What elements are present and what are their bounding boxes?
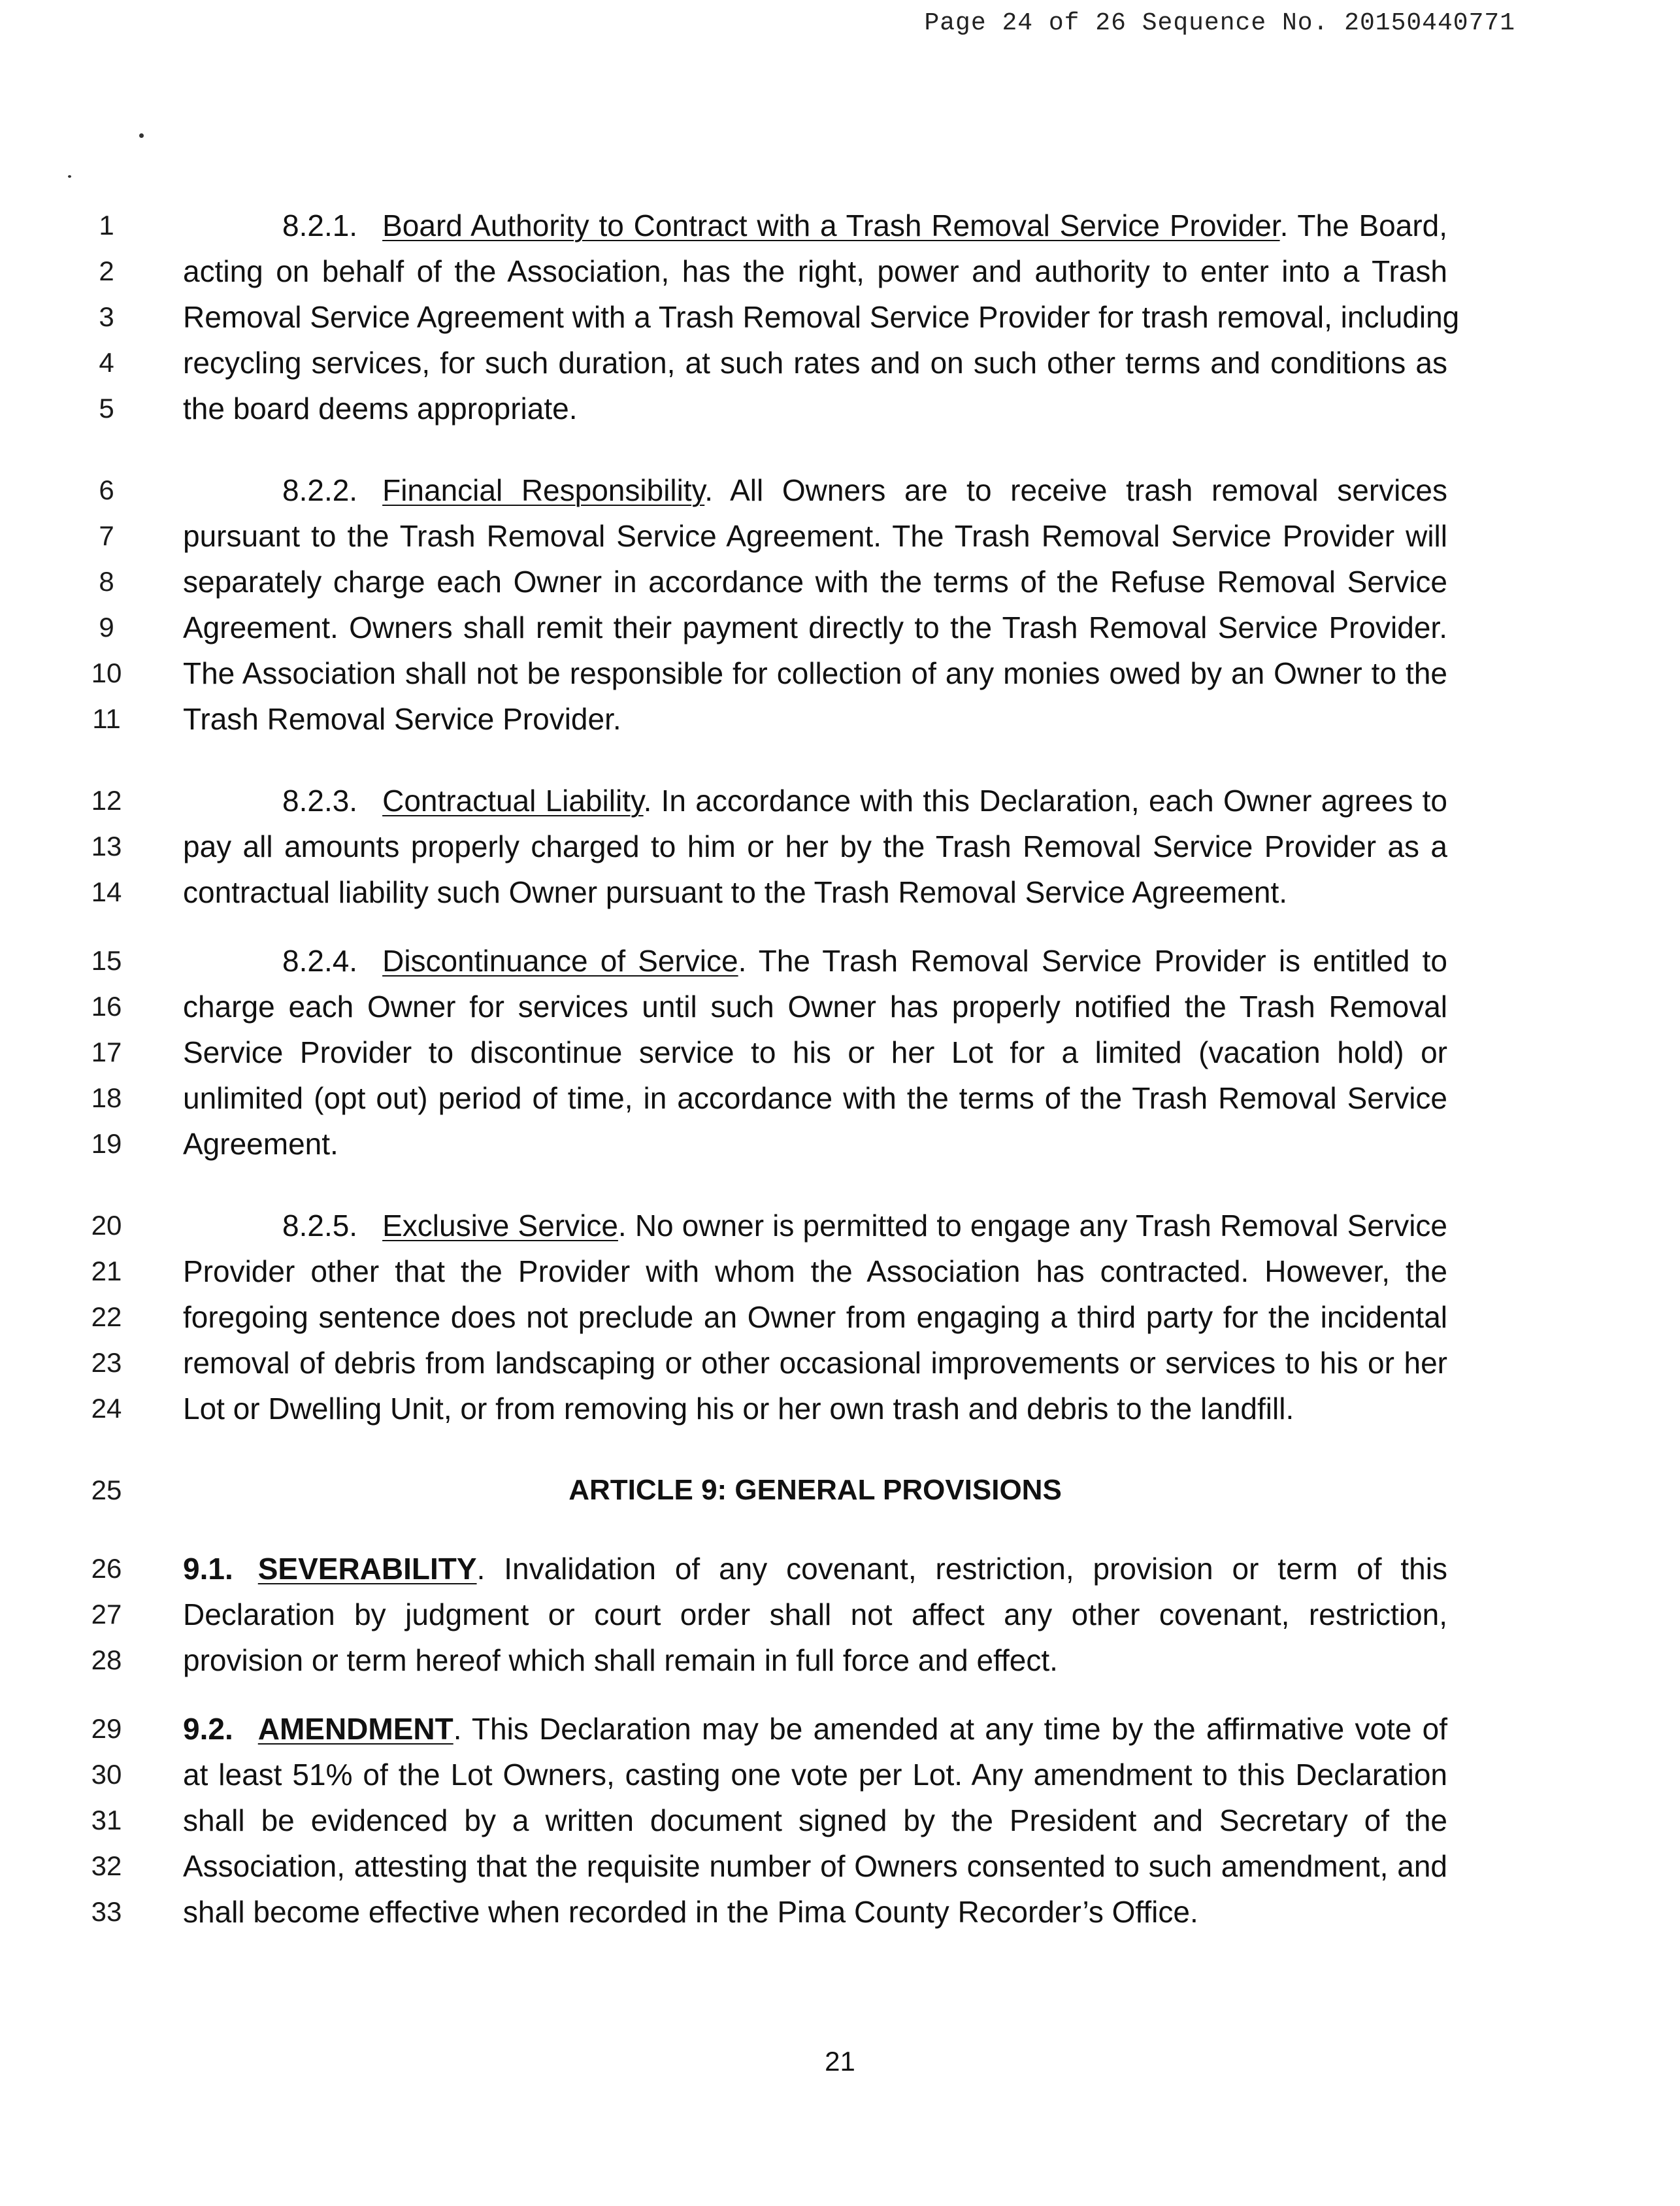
- line-number: 20: [91, 1210, 122, 1241]
- line-text: Provider other that the Provider with whom the Association has contracted. However, the: [183, 1254, 1447, 1288]
- line: [0, 1248, 1680, 1294]
- line-number: 19: [91, 1128, 122, 1159]
- scan-speck: [68, 175, 71, 178]
- page-header: Page 24 of 26 Sequence No. 20150440771: [924, 9, 1515, 37]
- line-text: 8.2.2. Financial Responsibility. All Owners are to receive trash removal services: [183, 467, 1447, 513]
- section-title: Board Authority to Contract with a Trash Removal Service Provider: [382, 209, 1280, 242]
- line: [0, 248, 1680, 294]
- line: [0, 1340, 1680, 1386]
- line-text: Trash Removal Service Provider.: [183, 702, 621, 736]
- line-number: 29: [91, 1713, 122, 1744]
- line-number: 15: [91, 945, 122, 976]
- paragraph-8-2-1: [0, 203, 1680, 431]
- line: [0, 605, 1680, 650]
- section-number: 9.2.: [183, 1712, 233, 1746]
- line-number: 8: [99, 566, 114, 597]
- line-text: separately charge each Owner in accordance with the terms of the Refuse Removal Service: [183, 565, 1447, 599]
- line-number: 12: [91, 785, 122, 816]
- line-number: 11: [92, 703, 121, 734]
- line: [0, 696, 1680, 742]
- section-title: SEVERABILITY: [257, 1552, 477, 1586]
- line: [0, 386, 1680, 431]
- line: [0, 340, 1680, 386]
- line: [0, 294, 1680, 340]
- line: [0, 1592, 1680, 1637]
- line-number: 6: [99, 475, 114, 505]
- article-title: ARTICLE 9: GENERAL PROVISIONS: [568, 1474, 1062, 1506]
- line-text: 8.2.5. Exclusive Service. No owner is permitted to engage any Trash Removal Service: [183, 1203, 1447, 1248]
- line-number: 16: [91, 991, 122, 1022]
- line: [0, 1121, 1680, 1167]
- section-number: 8.2.3.: [282, 784, 358, 818]
- line-number: 4: [99, 347, 114, 378]
- line: [0, 1203, 1680, 1248]
- line-text: Association, attesting that the requisite number of Owners consented to such amendment, and: [183, 1849, 1447, 1883]
- line-number: 1: [99, 210, 114, 241]
- line-number: 7: [99, 520, 114, 551]
- section-title: Financial Responsibility: [382, 473, 705, 507]
- section-number: 8.2.1.: [282, 209, 358, 242]
- line-number: 3: [99, 301, 114, 332]
- line-text: 8.2.3. Contractual Liability. In accordance with this Declaration, each Owner agrees to: [183, 778, 1447, 824]
- line-number: 26: [91, 1553, 122, 1584]
- line-number: 27: [91, 1599, 122, 1629]
- section-title: Contractual Liability: [382, 784, 644, 818]
- line-text: Declaration by judgment or court order shall not affect any other covenant, restriction,: [183, 1597, 1447, 1631]
- section-number: 8.2.4.: [282, 944, 358, 978]
- line: [0, 203, 1680, 248]
- paragraph-9-1: [0, 1546, 1680, 1683]
- line: [0, 984, 1680, 1029]
- section-title: Exclusive Service: [382, 1209, 618, 1243]
- line-number: 30: [91, 1759, 122, 1790]
- line-number: 10: [91, 658, 122, 688]
- scan-speck: [139, 133, 144, 138]
- line-text: The Association shall not be responsible for collection of any monies owed by an Owner to the: [183, 656, 1447, 690]
- line-number: 28: [91, 1645, 122, 1675]
- line: [0, 1797, 1680, 1843]
- line-text: Removal Service Agreement with a Trash Removal Service Provider for trash removal, including: [183, 300, 1460, 334]
- section-number: 8.2.2.: [282, 473, 358, 507]
- line: [0, 1294, 1680, 1340]
- line-number: 17: [91, 1037, 122, 1067]
- article-heading: [0, 1467, 1680, 1513]
- line-text: foregoing sentence does not preclude an Owner from engaging a third party for the incidental: [183, 1300, 1447, 1334]
- line-text: shall become effective when recorded in the Pima County Recorder’s Office.: [183, 1895, 1198, 1929]
- paragraph-8-2-5: [0, 1203, 1680, 1431]
- line-text: 8.2.4. Discontinuance of Service. The Trash Removal Service Provider is entitled to: [183, 938, 1447, 984]
- line-text: acting on behalf of the Association, has the right, power and authority to enter into a Trash: [183, 254, 1447, 288]
- line-text: 8.2.1. Board Authority to Contract with a Trash Removal Service Provider. The Board,: [183, 203, 1447, 248]
- line-number: 23: [91, 1347, 122, 1378]
- line: [0, 1889, 1680, 1935]
- line-number: 9: [99, 612, 114, 643]
- line-text: Agreement.: [183, 1127, 338, 1161]
- paragraph-8-2-2: [0, 467, 1680, 742]
- line: [0, 869, 1680, 915]
- section-title: AMENDMENT: [257, 1712, 453, 1746]
- line-text: unlimited (opt out) period of time, in accordance with the terms of the Trash Removal Service: [183, 1081, 1447, 1115]
- line-text: pursuant to the Trash Removal Service Agreement. The Trash Removal Service Provider will: [183, 519, 1447, 553]
- line-number: 13: [91, 831, 122, 861]
- line-text: 9.1. SEVERABILITY. Invalidation of any covenant, restriction, provision or term of this: [183, 1546, 1447, 1592]
- line-text: at least 51% of the Lot Owners, casting one vote per Lot. Any amendment to this Declaration: [183, 1758, 1447, 1792]
- line: [0, 778, 1680, 824]
- line-text: provision or term hereof which shall remain in full force and effect.: [183, 1643, 1058, 1677]
- line-number: 14: [91, 877, 122, 907]
- line-number: 2: [99, 256, 114, 286]
- section-number: 8.2.5.: [282, 1209, 358, 1243]
- line-text: removal of debris from landscaping or other occasional improvements or services to his or her: [183, 1346, 1447, 1380]
- line: [0, 1843, 1680, 1889]
- line-text: recycling services, for such duration, at such rates and on such other terms and conditions as: [183, 346, 1447, 380]
- line-text: Lot or Dwelling Unit, or from removing his or her own trash and debris to the landfill.: [183, 1392, 1294, 1426]
- line: [0, 1706, 1680, 1752]
- line: [0, 1637, 1680, 1683]
- section-title: Discontinuance of Service: [382, 944, 738, 978]
- line: [0, 513, 1680, 559]
- line-number: 25: [91, 1475, 122, 1505]
- line-text: shall be evidenced by a written document signed by the President and Secretary of the: [183, 1803, 1447, 1837]
- line: [0, 1386, 1680, 1431]
- line: [0, 1467, 1680, 1513]
- line-text: charge each Owner for services until such Owner has properly notified the Trash Removal: [183, 990, 1447, 1024]
- line-number: 22: [91, 1301, 122, 1332]
- line-text: contractual liability such Owner pursuant to the Trash Removal Service Agreement.: [183, 875, 1288, 909]
- line: [0, 938, 1680, 984]
- line-number: 33: [91, 1896, 122, 1927]
- line-number: 31: [91, 1805, 122, 1835]
- line-number: 5: [99, 393, 114, 424]
- line-text: Service Provider to discontinue service to his or her Lot for a limited (vacation hold) or: [183, 1035, 1447, 1069]
- line: [0, 650, 1680, 696]
- line-text: Agreement. Owners shall remit their payment directly to the Trash Removal Service Provider.: [183, 610, 1447, 644]
- paragraph-8-2-4: [0, 938, 1680, 1167]
- line-number: 21: [91, 1256, 122, 1286]
- line-text: pay all amounts properly charged to him or her by the Trash Removal Service Provider as a: [183, 829, 1447, 863]
- line: [0, 824, 1680, 869]
- line-number: 18: [91, 1082, 122, 1113]
- line-number: 32: [91, 1850, 122, 1881]
- line: [0, 467, 1680, 513]
- line: [0, 1075, 1680, 1121]
- paragraph-9-2: [0, 1706, 1680, 1935]
- line-number: 24: [91, 1393, 122, 1424]
- line-text: 9.2. AMENDMENT. This Declaration may be amended at any time by the affirmative vote of: [183, 1706, 1447, 1752]
- line: [0, 1546, 1680, 1592]
- page-number: 21: [825, 2046, 855, 2077]
- line: [0, 1029, 1680, 1075]
- line-text: the board deems appropriate.: [183, 392, 578, 426]
- line: [0, 559, 1680, 605]
- line: [0, 1752, 1680, 1797]
- paragraph-8-2-3: [0, 778, 1680, 915]
- section-number: 9.1.: [183, 1552, 233, 1586]
